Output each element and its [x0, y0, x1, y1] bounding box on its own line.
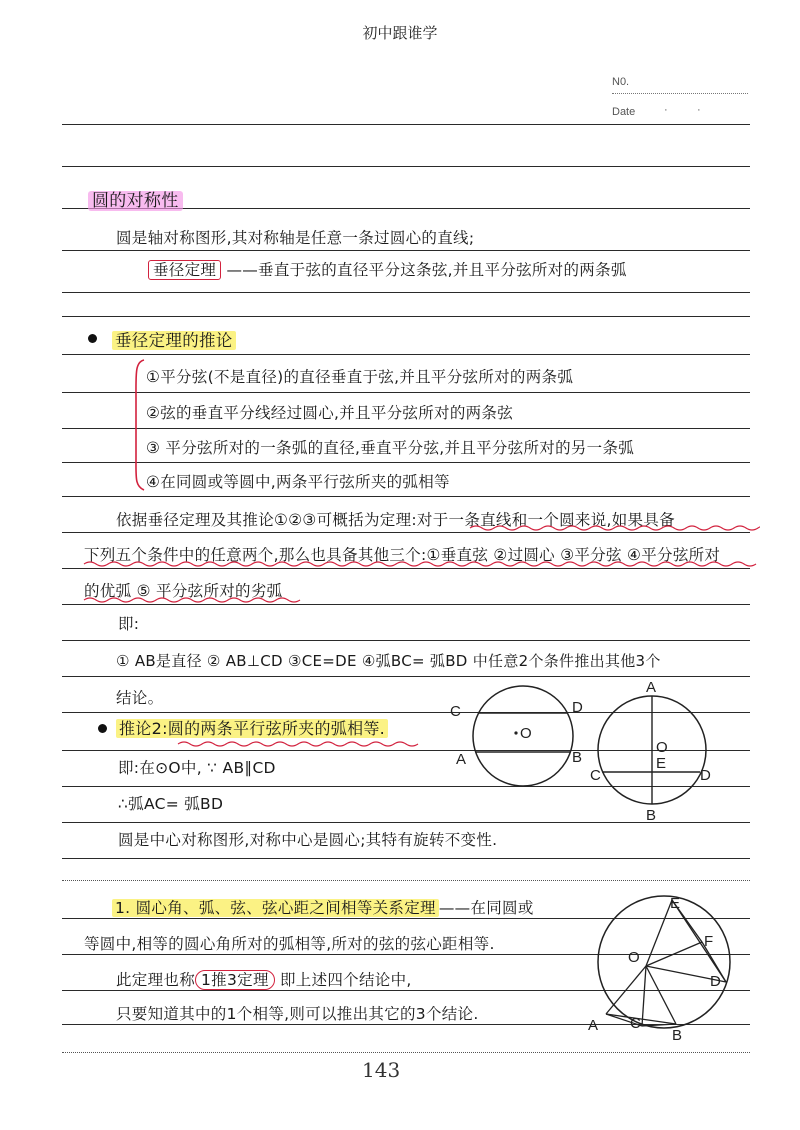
label-o: O [628, 949, 640, 966]
label-c: C [590, 767, 601, 784]
conditions-line: ① AB是直径 ② AB⊥CD ③CE=DE ④弧BC= 弧BD 中任意2个条件推出其他3个 [116, 652, 661, 670]
section-title-central-angle-theorem: 1. 圆心角、弧、弦、弦心距之间相等关系定理 ——在同圆或 [112, 896, 534, 918]
section-title-circle-symmetry: 圆的对称性 [88, 186, 183, 211]
central-symmetry-line: 圆是中心对称图形,对称中心是圆心;其特有旋转不变性. [118, 831, 498, 849]
rule-line [62, 640, 750, 641]
conclusion-text: 结论。 [116, 689, 164, 707]
label-b: B [572, 749, 583, 766]
label-a: A [456, 751, 467, 768]
one-to-three-theorem-box: 1推3定理 [195, 970, 275, 990]
symmetry-axis-line: 圆是轴对称图形,其对称轴是任意一条过圆心的直线; [116, 229, 475, 247]
label-f: F [704, 933, 714, 950]
given-line: 即:在⊙O中, ∵ AB∥CD [118, 759, 276, 777]
figure-central-angles [576, 890, 736, 1046]
rule-line [62, 462, 750, 463]
rule-line [62, 166, 750, 167]
section-title-corollary: 垂径定理的推论 [112, 327, 236, 351]
label-o: O [520, 725, 532, 742]
label-e: E [656, 755, 667, 772]
theorem-text: ——垂直于弦的直径平分这条弦,并且平分弦所对的两条弧 [226, 261, 627, 279]
rule-line [62, 392, 750, 393]
corollary-item-2: ②弦的垂直平分线经过圆心,并且平分弦所对的两条弦 [146, 404, 514, 422]
corollary-item-4: ④在同圆或等圆中,两条平行弦所夹的弧相等 [146, 473, 450, 491]
label-e: E [670, 895, 681, 912]
label-b: B [646, 807, 657, 824]
label-a: A [646, 679, 657, 696]
page-header-title: 初中跟谁学 [362, 24, 438, 42]
rule-line [62, 250, 750, 251]
label-d: D [700, 767, 711, 784]
page-number: 143 [362, 1058, 401, 1082]
label-d: D [710, 973, 721, 990]
rule-line [62, 292, 750, 293]
date-label: Date [612, 106, 636, 118]
red-wavy-underline [80, 520, 760, 610]
summary-line-3: 的优弧 ⑤ 平分弦所对的劣弧 [84, 582, 283, 600]
date-dot: · [697, 104, 701, 116]
figure-parallel-chords [448, 680, 588, 796]
radii-and-chords [606, 900, 726, 1026]
label-c: C [450, 703, 461, 720]
rule-line [62, 880, 750, 881]
label-d: D [572, 699, 583, 716]
center-point [514, 731, 517, 734]
figure-perpendicular-diameter [588, 676, 718, 826]
rule-line [62, 428, 750, 429]
rule-line [62, 496, 750, 497]
date-dot: · [664, 104, 668, 116]
rule-line [62, 124, 750, 125]
corollary-item-1: ①平分弦(不是直径)的直径垂直于弦,并且平分弦所对的两条弧 [146, 368, 574, 386]
label-c: C [630, 1015, 641, 1032]
central-angle-theorem-line-4: 只要知道其中的1个相等,则可以推出其它的3个结论. [116, 1005, 479, 1023]
no-dotted-line [612, 93, 748, 94]
circle-outline [598, 896, 730, 1028]
label-b: B [672, 1027, 683, 1044]
ji-label: 即: [118, 615, 140, 633]
rule-line [62, 858, 750, 859]
label-a: A [588, 1017, 599, 1034]
central-angle-theorem-line-3: 此定理也称 1推3定理 即上述四个结论中, [116, 971, 412, 989]
bullet-dot [88, 334, 97, 343]
summary-line-2: 下列五个条件中的任意两个,那么也具备其他三个:①垂直弦 ②过圆心 ③平分弦 ④平分弦所对 [84, 546, 721, 564]
summary-line-1: 依据垂径定理及其推论①②③可概括为定理:对于一条直线和一个圆来说,如果具备 [116, 511, 675, 529]
no-label: N0. [612, 76, 630, 88]
theorem-name-box: 垂径定理 [148, 260, 221, 280]
corollary-item-3: ③ 平分弦所对的一条弧的直径,垂直平分弦,并且平分弦所对的另一条弧 [146, 439, 635, 457]
perpendicular-diameter-theorem [148, 258, 627, 280]
bullet-dot [98, 724, 107, 733]
therefore-line: ∴弧AC= 弧BD [118, 795, 224, 813]
rule-line [62, 316, 750, 317]
label-o: O [656, 739, 668, 756]
rule-line [62, 354, 750, 355]
rule-line [62, 1052, 750, 1053]
central-angle-theorem-line-2: 等圆中,相等的圆心角所对的弧相等,所对的弦的弦心距相等. [84, 935, 495, 953]
section-title-corollary-2: 推论2:圆的两条平行弦所夹的弧相等. [116, 716, 388, 739]
red-wavy-underline [176, 738, 426, 750]
